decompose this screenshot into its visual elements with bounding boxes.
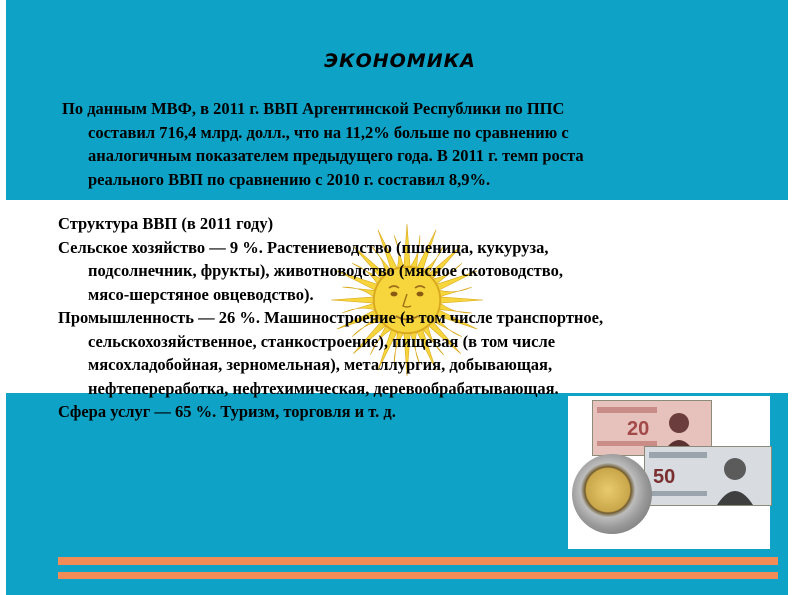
structure-heading: Структура ВВП (в 2011 году) [58, 214, 274, 233]
banknote-50-value: 50 [653, 466, 676, 488]
industry-line: мясохладобойная, зерномельная), металлургия, добывающая, [88, 355, 553, 374]
intro-line: реального ВВП по сравнению с 2010 г. составил 8,9%. [88, 169, 491, 189]
gdp-structure [58, 212, 758, 424]
accent-bar [58, 557, 778, 565]
frame-right [788, 0, 794, 595]
industry-line: нефтепереработка, нефтехимическая, деревообрабатывающая. [88, 378, 559, 398]
accent-bar [58, 572, 778, 579]
agriculture-line: мясо-шерстяное овцеводство). [88, 284, 314, 304]
intro-paragraph [58, 97, 718, 191]
page-title: ЭКОНОМИКА [324, 50, 476, 72]
industry-line: Промышленность — 26 %. Машиностроение (в том числе транспортное, [58, 308, 604, 327]
peso-coin [572, 454, 652, 534]
banknote-50 [644, 446, 772, 506]
intro-line: составил 716,4 млрд. долл., что на 11,2% больше по сравнению с [88, 122, 569, 142]
industry-line: сельскохозяйственное, станкостроение), пищевая (в том числе [88, 331, 556, 351]
intro-line: По данным МВФ, в 2011 г. ВВП Аргентинской Республики по ППС [62, 99, 565, 118]
agriculture-line: подсолнечник, фрукты), животноводство (мясное скотоводство, [88, 261, 563, 280]
frame-left [0, 0, 6, 595]
banknote-20-value: 20 [627, 418, 650, 440]
banknote-50-art [645, 447, 771, 505]
currency-photo [568, 396, 770, 549]
services-line: Сфера услуг — 65 %. Туризм, торговля и т. д. [58, 402, 396, 421]
agriculture-line: Сельское хозяйство — 9 %. Растениеводство (пшеница, кукуруза, [58, 237, 549, 257]
intro-line: аналогичным показателем предыдущего года. В 2011 г. темп роста [88, 146, 584, 165]
